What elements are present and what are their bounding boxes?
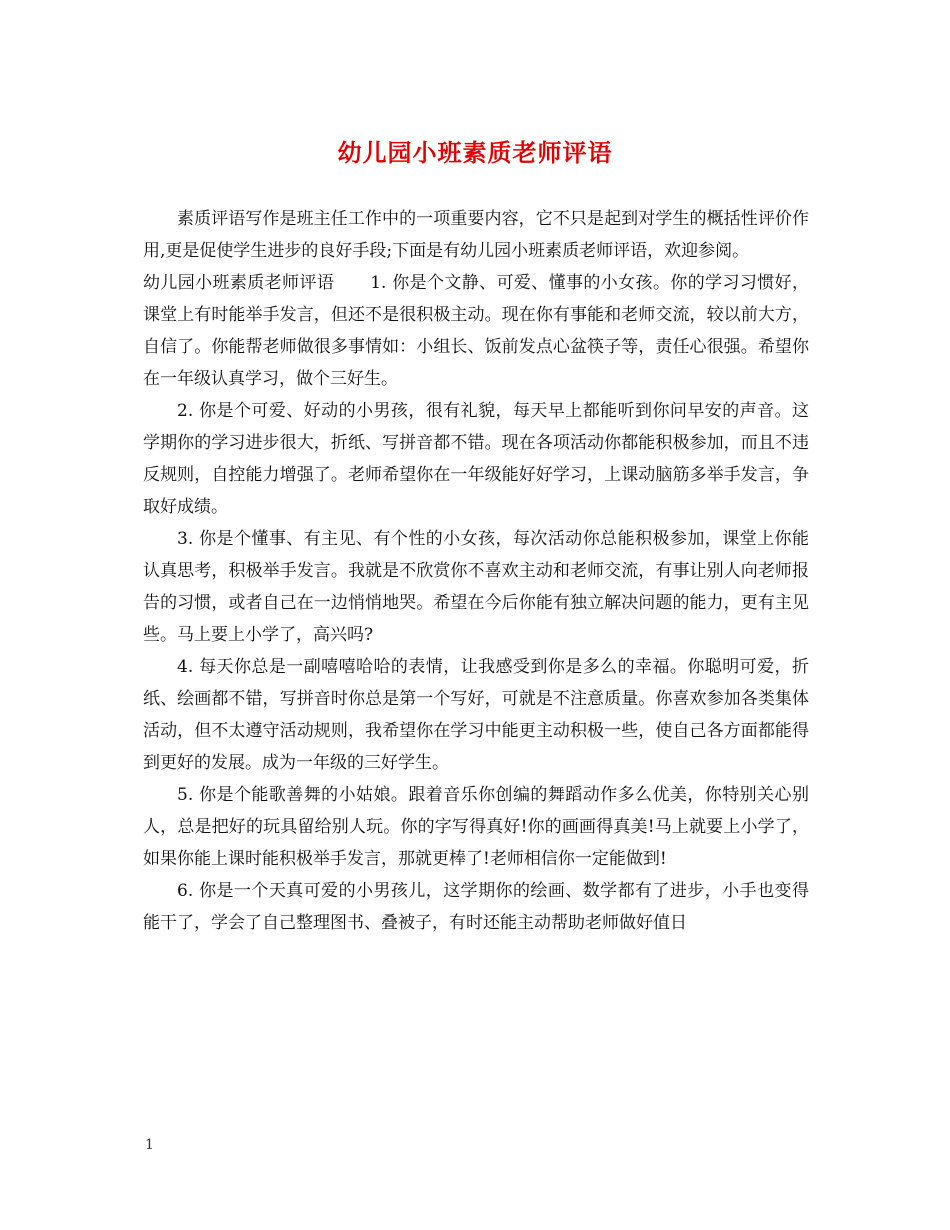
item-5-paragraph: 5. 你是个能歌善舞的小姑娘。跟着音乐你创编的舞蹈动作多么优美，你特别关心别人，总是把好的玩具留给别人玩。你的字写得真好!你的画画得真美!马上就要上小学了，如果你能上课时能积极举手发言，那就更棒了!老师相信你一定能做到! — [143, 785, 809, 869]
item-4-paragraph: 4. 每天你总是一副嘻嘻哈哈的表情，让我感受到你是多么的幸福。你聪明可爱，折纸、绘画都不错，写拼音时你总是第一个写好，可就是不注意质量。你喜欢参加各类集体活动，但不太遵守活动规则，我希望你在学习中能更主动积极一些，使自己各方面都能得到更好的发展。成为一年级的三好学生。 — [143, 657, 809, 773]
section-heading: 幼儿园小班素质老师评语 — [143, 273, 335, 293]
item-6-paragraph: 6. 你是一个天真可爱的小男孩儿，这学期你的绘画、数学都有了进步，小手也变得能干了，学会了自己整理图书、叠被子，有时还能主动帮助老师做好值日 — [143, 881, 809, 933]
document-body — [143, 203, 809, 939]
page-number: 1 — [145, 1137, 154, 1153]
item-2-paragraph: 2. 你是个可爱、好动的小男孩，很有礼貌，每天早上都能听到你问早安的声音。这学期你的学习进步很大，折纸、写拼音都不错。现在各项活动你都能积极参加，而且不违反规则，自控能力增强了。老师希望你在一年级能好好学习，上课动脑筋多举手发言，争取好成绩。 — [143, 401, 809, 517]
item-1-text: 1. 你是个文静、可爱、懂事的小女孩。你的学习习惯好，课堂上有时能举手发言，但还不是很积极主动。现在你有事能和老师交流，较以前大方，自信了。你能帮老师做很多事情如：小组长、饭前发点心盆筷子等，责任心很强。希望你在一年级认真学习，做个三好生。 — [143, 273, 809, 389]
item-3-paragraph: 3. 你是个懂事、有主见、有个性的小女孩，每次活动你总能积极参加，课堂上你能认真思考，积极举手发言。我就是不欣赏你不喜欢主动和老师交流，有事让别人向老师报告的习惯，或者自己在一边悄悄地哭。希望在今后你能有独立解决问题的能力，更有主见些。马上要上小学了，高兴吗? — [143, 529, 809, 645]
document-title: 幼儿园小班素质老师评语 — [337, 138, 613, 167]
item-1-paragraph — [143, 267, 809, 395]
intro-paragraph: 素质评语写作是班主任工作中的一项重要内容，它不只是起到对学生的概括性评价作用,更是促使学生进步的良好手段;下面是有幼儿园小班素质老师评语，欢迎参阅。 — [143, 209, 809, 261]
